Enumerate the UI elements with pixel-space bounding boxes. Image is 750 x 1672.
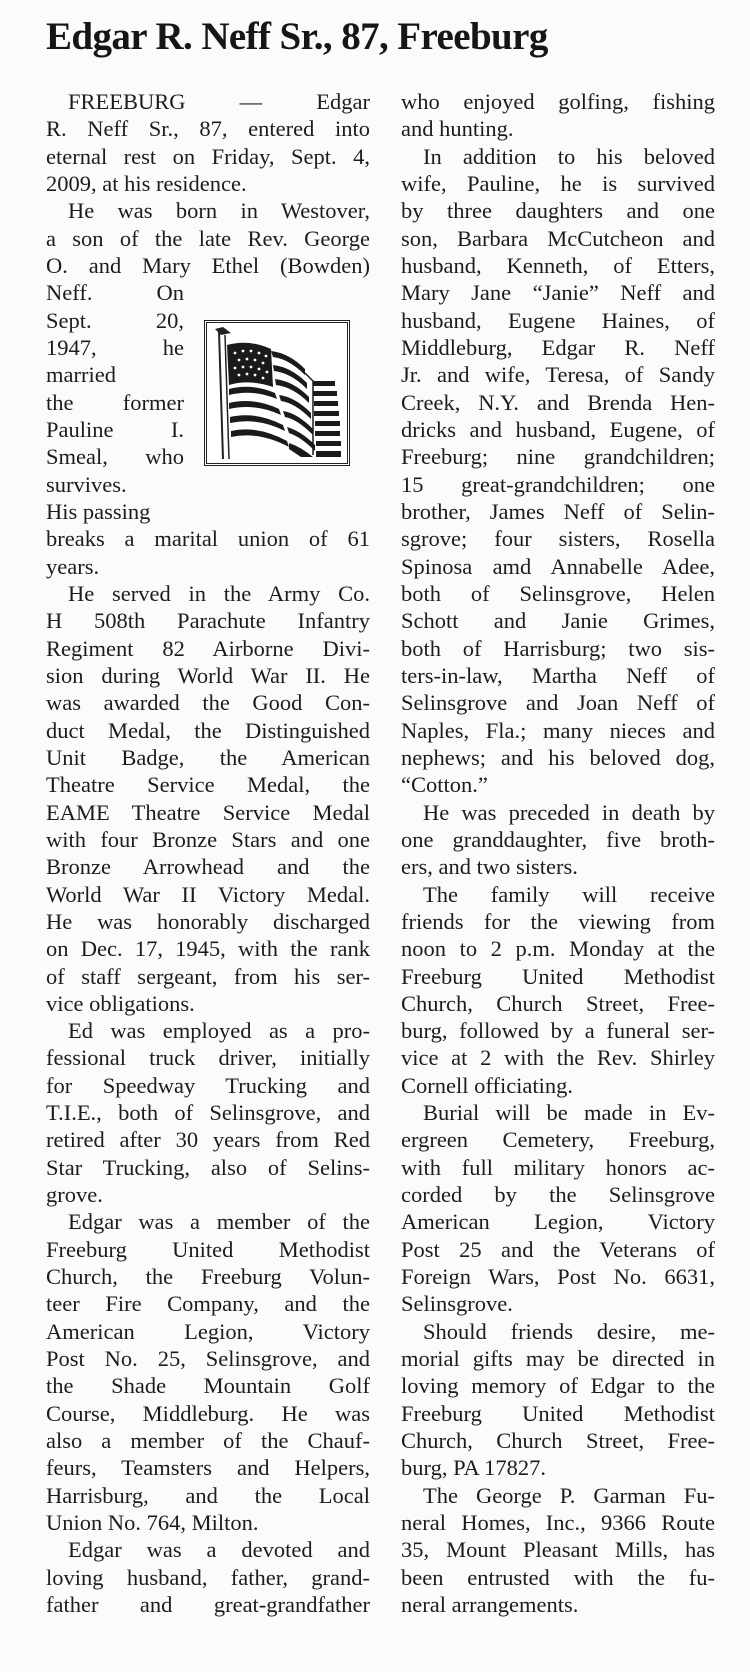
text-line: Regiment 82 Airborne Divi-: [46, 635, 370, 661]
text-line: American Legion, Victory: [401, 1209, 715, 1235]
text-line: corded by the Selinsgrove: [401, 1182, 715, 1208]
text-line: sgrove; four sisters, Rosella: [401, 526, 715, 552]
text-line: burg, followed by a funeral ser-: [401, 1018, 715, 1044]
left-column: [46, 88, 370, 1618]
text-line: brother, James Neff of Selin-: [401, 498, 715, 524]
text-line: EAME Theatre Service Medal: [46, 799, 370, 825]
text-line: fessional truck driver, initially: [46, 1045, 370, 1071]
text-line: friends for the viewing from: [401, 908, 715, 934]
text-line: father and great-grandfather: [46, 1592, 370, 1618]
text-line: breaks a marital union of 61: [46, 526, 370, 552]
text-line: Burial will be made in Ev-: [423, 1100, 715, 1126]
text-line: Ed was employed as a pro-: [68, 1018, 370, 1044]
text-line: Cornell officiating.: [401, 1072, 574, 1098]
text-line: O. and Mary Ethel (Bowden): [46, 252, 370, 278]
text-line: The George P. Garman Fu-: [423, 1482, 715, 1508]
text-line: ergreen Cemetery, Freeburg,: [401, 1127, 715, 1153]
text-line: The family will receive: [423, 881, 715, 907]
text-line: the former: [46, 389, 184, 415]
text-line: Church, Church Street, Free-: [401, 1428, 715, 1454]
text-line: Middleburg, Edgar R. Neff: [401, 334, 715, 360]
text-line: Post 25 and the Veterans of: [401, 1236, 715, 1262]
flag-image-box: [204, 320, 350, 466]
text-line: Foreign Wars, Post No. 6631,: [401, 1264, 715, 1290]
text-line: Church, Church Street, Free-: [401, 990, 715, 1016]
text-line: neral Homes, Inc., 9366 Route: [401, 1510, 715, 1536]
text-line: with four Bronze Stars and one: [46, 826, 370, 852]
text-line: son, Barbara McCutcheon and: [401, 225, 715, 251]
text-line: Selinsgrove.: [401, 1291, 513, 1317]
text-line: married: [46, 362, 116, 388]
text-line: Should friends desire, me-: [423, 1318, 715, 1344]
text-line: grove.: [46, 1182, 103, 1208]
text-line: burg, PA 17827.: [401, 1455, 547, 1481]
text-line: neral arrangements.: [401, 1592, 579, 1618]
text-line: Post No. 25, Selinsgrove, and: [46, 1346, 370, 1372]
text-line: noon to 2 p.m. Monday at the: [401, 936, 715, 962]
text-line: Mary Jane “Janie” Neff and: [401, 280, 715, 306]
american-flag-icon: [209, 325, 345, 461]
text-line: the Shade Mountain Golf: [46, 1373, 370, 1399]
text-line: loving husband, father, grand-: [46, 1564, 370, 1590]
text-line: nephews; and his beloved dog,: [401, 744, 715, 770]
text-line: Bronze Arrowhead and the: [46, 854, 370, 880]
text-line: Naples, Fla.; many nieces and: [401, 717, 715, 743]
text-line: T.I.E., both of Selinsgrove, and: [46, 1100, 370, 1126]
text-line: His passing: [46, 498, 151, 524]
text-line: Freeburg United Methodist: [401, 963, 715, 989]
text-line: He was honorably discharged: [46, 908, 370, 934]
text-line: teer Fire Company, and the: [46, 1291, 370, 1317]
text-line: morial gifts may be directed in: [401, 1346, 715, 1372]
text-line: Pauline I.: [46, 416, 184, 442]
text-line: FREEBURG — Edgar: [68, 89, 370, 114]
text-line: Union No. 764, Milton.: [46, 1510, 259, 1536]
text-line: both of Selinsgrove, Helen: [401, 580, 715, 606]
text-line: Smeal, who: [46, 444, 184, 470]
text-line: husband, Kenneth, of Etters,: [401, 252, 715, 278]
text-line: Jr. and wife, Teresa, of Sandy: [401, 362, 715, 388]
text-line: H 508th Parachute Infantry: [46, 608, 370, 634]
text-line: Freeburg United Methodist: [401, 1400, 715, 1426]
text-line: Spinosa amd Annabelle Adee,: [401, 553, 715, 579]
text-line: of staff sergeant, from his ser-: [46, 963, 370, 989]
text-line: sion during World War II. He: [46, 662, 370, 688]
text-line: Creek, N.Y. and Brenda Hen-: [401, 389, 715, 415]
text-line: was awarded the Good Con-: [46, 690, 370, 716]
text-line: In addition to his beloved: [423, 143, 715, 169]
text-line: one granddaughter, five broth-: [401, 826, 715, 852]
text-line: He served in the Army Co.: [68, 580, 370, 606]
text-line: loving memory of Edgar to the: [401, 1373, 715, 1399]
text-line: both of Harrisburg; two sis-: [401, 635, 715, 661]
text-line: years.: [46, 553, 100, 579]
text-line: Church, the Freeburg Volun-: [46, 1264, 370, 1290]
text-line: feurs, Teamsters and Helpers,: [46, 1455, 370, 1481]
text-line: Course, Middleburg. He was: [46, 1400, 370, 1426]
text-line: vice at 2 with the Rev. Shirley: [401, 1045, 715, 1071]
obituary-headline: Edgar R. Neff Sr., 87, Freeburg: [46, 15, 548, 58]
text-line: Neff. On: [46, 280, 184, 306]
text-line: who enjoyed golfing, fishing: [401, 89, 715, 114]
text-line: and hunting.: [401, 116, 514, 142]
text-line: wife, Pauline, he is survived: [401, 170, 715, 196]
text-line: Selinsgrove and Joan Neff of: [401, 690, 715, 716]
text-line: survives.: [46, 471, 127, 497]
text-line: He was born in Westover,: [68, 198, 370, 224]
text-line: on Dec. 17, 1945, with the rank: [46, 936, 370, 962]
text-line: ers, and two sisters.: [401, 854, 578, 880]
text-line: He was preceded in death by: [423, 799, 715, 825]
text-line: for Speedway Trucking and: [46, 1072, 370, 1098]
text-line: ters-in-law, Martha Neff of: [401, 662, 715, 688]
text-line: “Cotton.”: [401, 772, 488, 798]
text-line: Sept. 20,: [46, 307, 184, 333]
right-column: [401, 88, 715, 1618]
text-line: Theatre Service Medal, the: [46, 772, 370, 798]
text-line: eternal rest on Friday, Sept. 4,: [46, 143, 370, 169]
text-line: by three daughters and one: [401, 198, 715, 224]
text-line: World War II Victory Medal.: [46, 881, 370, 907]
text-line: husband, Eugene Haines, of: [401, 307, 715, 333]
text-line: Freeburg; nine grandchildren;: [401, 444, 715, 470]
text-line: Harrisburg, and the Local: [46, 1482, 370, 1508]
text-line: Schott and Janie Grimes,: [401, 608, 715, 634]
text-line: a son of the late Rev. George: [46, 225, 370, 251]
text-line: 35, Mount Pleasant Mills, has: [401, 1537, 715, 1563]
text-line: also a member of the Chauf-: [46, 1428, 370, 1454]
text-line: 15 great-grandchildren; one: [401, 471, 715, 497]
text-line: retired after 30 years from Red: [46, 1127, 370, 1153]
text-line: duct Medal, the Distinguished: [46, 717, 370, 743]
text-line: Star Trucking, also of Selins-: [46, 1154, 370, 1180]
text-line: Edgar was a member of the: [68, 1209, 370, 1235]
text-line: Unit Badge, the American: [46, 744, 370, 770]
text-line: with full military honors ac-: [401, 1154, 715, 1180]
text-line: vice obligations.: [46, 990, 195, 1016]
text-line: dricks and husband, Eugene, of: [401, 416, 715, 442]
text-line: 2009, at his residence.: [46, 170, 247, 196]
text-line: Edgar was a devoted and: [68, 1537, 370, 1563]
text-line: 1947, he: [46, 334, 184, 360]
text-line: Freeburg United Methodist: [46, 1236, 370, 1262]
text-line: American Legion, Victory: [46, 1318, 370, 1344]
text-line: R. Neff Sr., 87, entered into: [46, 116, 370, 142]
text-line: been entrusted with the fu-: [401, 1564, 715, 1590]
